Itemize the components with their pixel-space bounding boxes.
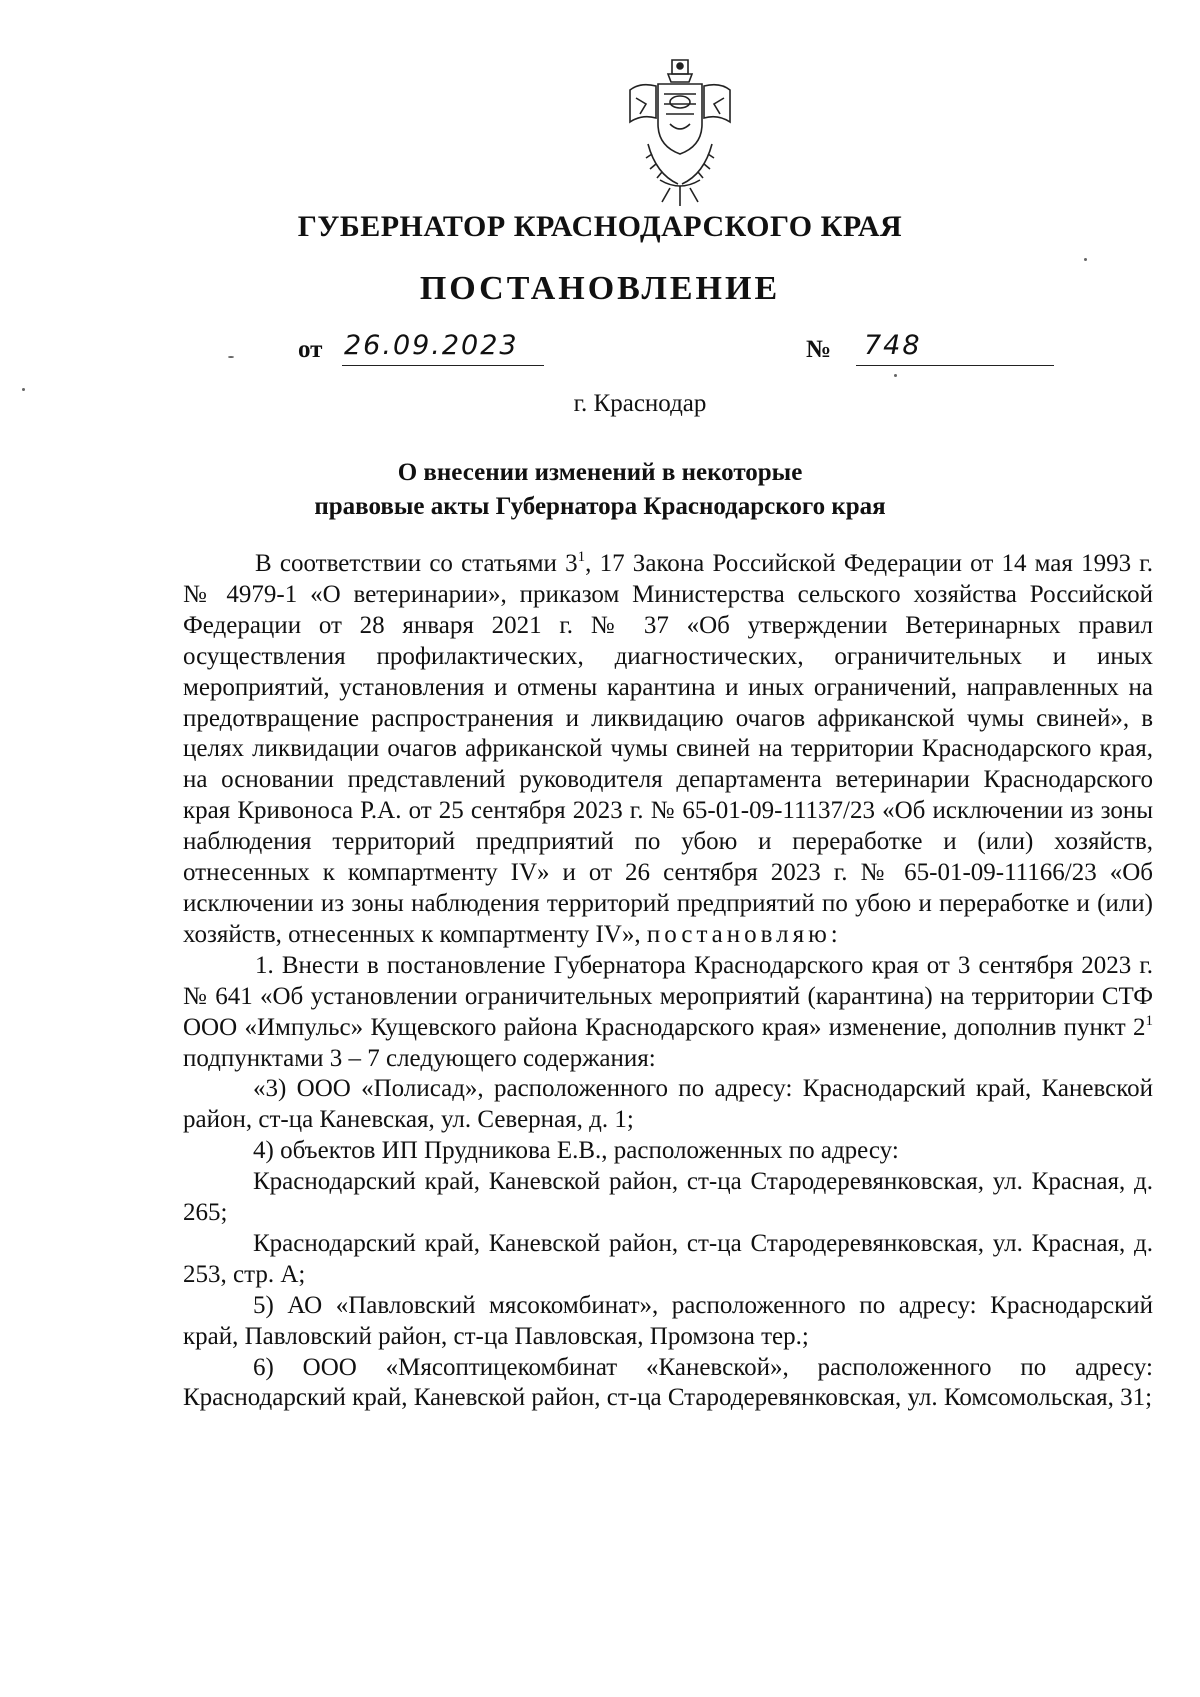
subclause-4: 4) объектов ИП Прудникова Е.В., расположенных по адресу: [253, 1137, 899, 1165]
scan-speck [228, 356, 234, 358]
scan-speck [22, 388, 25, 391]
article-superscript: 1 [577, 549, 586, 565]
handwritten-number: 748 [856, 327, 1054, 366]
point-superscript: 1 [1145, 1012, 1153, 1029]
document-title [0, 456, 1200, 524]
clause-1-text-a: 1. Внести в постановление Губернатора Краснодарского края от 3 сентября 2023 г. № 641 «Об установлении ограничительных мероприятий (карантина) на территории СТФ ООО «Импульс» Кущевского района Краснодарского края» изменение, дополнив пункт 2 [183, 951, 1153, 1041]
subclause-5: 5) АО «Павловский мясокомбинат», расположенного по адресу: Краснодарский край, Павловский район, ст-ца Павловская, Промзона тер.; [183, 1291, 1153, 1350]
subclause-3: «3) ООО «Полисад», расположенного по адресу: Краснодарский край, Каневской район, ст-ца Каневская, ул. Северная, д. 1; [183, 1075, 1153, 1134]
decree-word: постановляю: [646, 920, 842, 948]
authority-heading: ГУБЕРНАТОР КРАСНОДАРСКОГО КРАЯ [297, 210, 903, 243]
preamble-text-a: В соответствии со статьями 3 [255, 550, 578, 577]
date-label: от [298, 336, 323, 363]
preamble-text-b: , 17 Закона Российской Федерации от 14 мая 1993 г. № 4979-1 «О ветеринарии», приказом Министерства сельского хозяйства Российской Федерации от 28 января 2021 г. № 37 «Об утверждении Ветеринарных правил осуществления профилактических, диагностических, ограничительных и иных мероприятий, установления и отмены карантина и иных ограничений, направленных на предотвращение распространения и ликвидацию очагов африканской чумы свиней», в целях ликвидации очагов африканской чумы свиней на территории Краснодарского края, на основании представлений руководителя департамента ветеринарии Краснодарского края Кривоноса Р.А. от 25 сентября 2023 г. № 65-01-09-11137/23 «Об исключении из зоны наблюдения территорий предприятий по убою и переработке и (или) хозяйств, отнесенных к компартменту IV» и от 26 сентября 2023 г. № 65-01-09-11166/23 «Об исключении из зоны наблюдения территорий предприятий по убою и переработке и (или) хозяйств, отнесенных к компартменту IV», [183, 550, 1153, 948]
handwritten-date: 26.09.2023 [342, 327, 544, 366]
address-253: Краснодарский край, Каневской район, ст-ца Стародеревянковская, ул. Красная, д. 253, стр. А; [183, 1229, 1153, 1288]
scan-speck [894, 374, 897, 377]
scan-speck [1084, 258, 1087, 261]
address-265: Краснодарский край, Каневской район, ст-ца Стародеревянковская, ул. Красная, д. 265; [183, 1168, 1153, 1227]
document-type-heading: ПОСТАНОВЛЕНИЕ [419, 270, 781, 307]
number-label: № [806, 336, 832, 363]
coat-of-arms-emblem [620, 54, 740, 214]
preamble-paragraph [183, 549, 1153, 951]
title-line-2: правовые акты Губернатора Краснодарского края [314, 493, 886, 520]
city-line: г. Краснодар [573, 390, 707, 417]
title-line-1: О внесении изменений в некоторые [397, 459, 803, 486]
document-body [183, 549, 1153, 1414]
clause-1-paragraph [183, 951, 1153, 1075]
subclause-6: 6) ООО «Мясоптицекомбинат «Каневской», расположенного по адресу: Краснодарский край, Каневской район, ст-ца Стародеревянковская, ул. Комсомольская, 31; [183, 1353, 1153, 1412]
clause-1-text-b: подпунктами 3 – 7 следующего содержания: [183, 1044, 656, 1072]
